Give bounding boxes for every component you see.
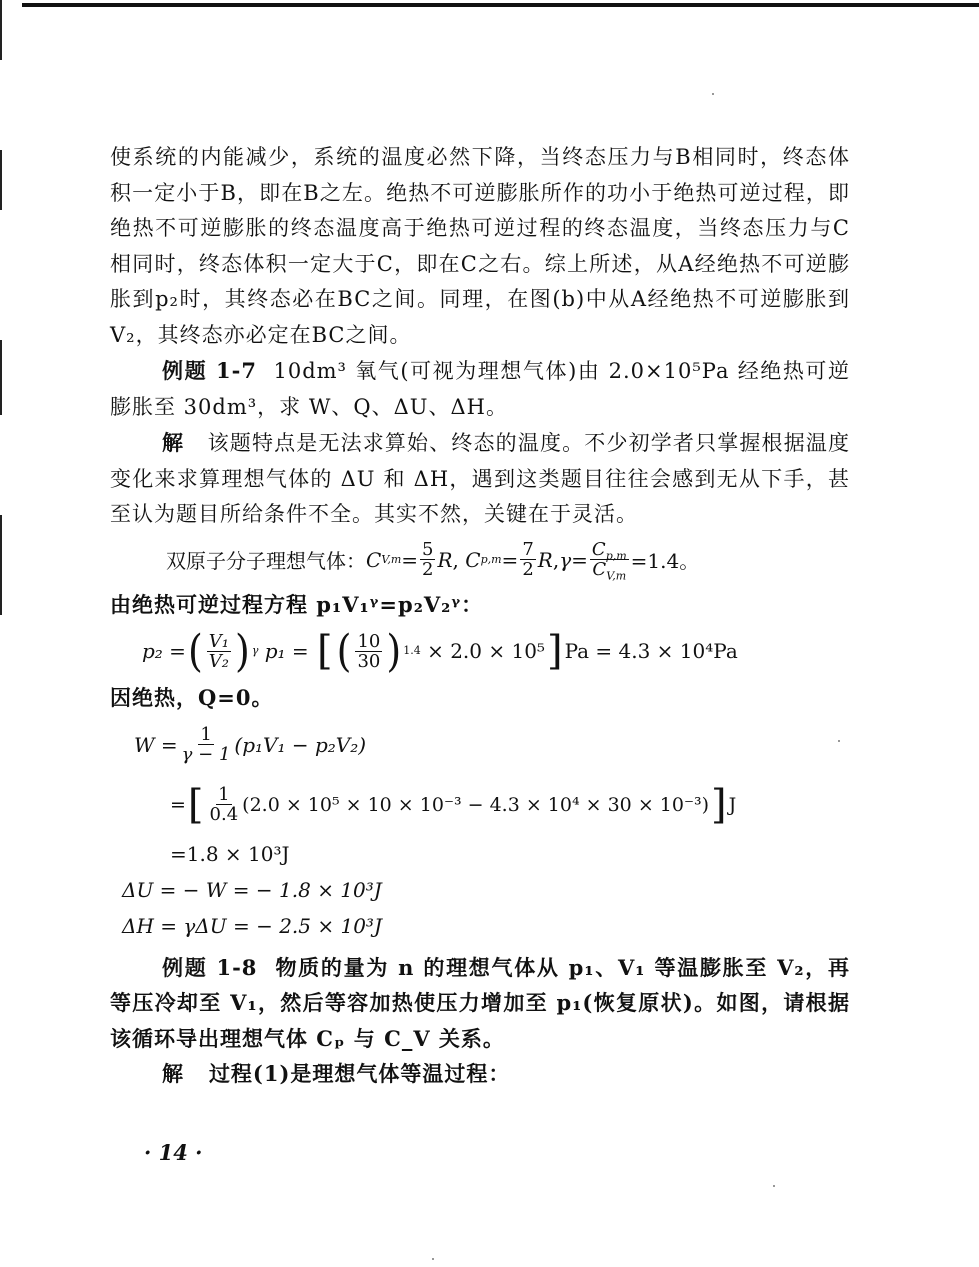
diatomic-label: 双原子分子理想气体： [166,549,366,573]
cp-symbol: C [465,547,481,572]
unit-j: J [728,793,737,816]
w-calc: (2.0 × 10⁵ × 10 × 10⁻³ − 4.3 × 10⁴ × 30 × 10⁻³) [242,793,710,816]
top-rule [22,3,979,7]
solution-text: 该题特点是无法求算始、终态的温度。不少初学者只掌握根据温度变化来求算理想气体的 ΔU 和 ΔH，遇到这类题目往往会感到无从下手，甚至认为题目所给条件不全。其实不然，关键在于灵活。 [110,431,851,526]
paren-open: ( [336,625,352,677]
fraction-v1-v2 [207,632,231,671]
fraction-7-2 [520,540,535,579]
example-1-7 [110,353,850,425]
denominator: γ − 1 [181,744,231,765]
r-symbol: R [537,547,553,572]
fraction-5-2 [420,540,435,579]
solution-1-8 [110,1056,850,1092]
solution-1-7 [110,425,850,533]
example-label: 例题 1-8 [162,954,258,980]
p2-result: Pa = 4.3 × 10⁴Pa [564,639,738,663]
p1-term: p₁ = [264,639,309,663]
bracket-close: ] [711,781,727,828]
example-label: 例题 1-7 [162,358,257,383]
w-result: =1.8 × 10³J [170,841,290,866]
scan-edge-mark [0,150,2,210]
page-body [110,140,850,1092]
scan-edge-mark [0,515,2,615]
scan-speck [773,1185,775,1187]
solution-label: 解 [162,1061,184,1086]
cv-symbol: C [366,547,382,572]
cp-sub: p,m [480,552,502,566]
solution-text: 过程(1)是理想气体等温过程： [208,1061,511,1086]
equals: = [571,547,588,572]
page-number: · 14 · [144,1140,203,1165]
denominator: 2 [422,559,434,580]
du-result: ΔU = − W = − 1.8 × 10³J [122,877,382,902]
numerator: 1 [200,724,212,745]
scan-speck [712,93,714,95]
p2-equation: p₂ = ( $\frac{\text{V₁}}{\text{V₂}}$ ) γ p₁ = [ ( $\frac{10}{30}$ ) 1.4 × 2.0 × 10⁵ ] Pa = 4.3 × 10⁴Pa [142,625,738,677]
r-symbol: R [437,547,453,572]
numerator: 5 [422,539,434,560]
p2-lhs: p₂ = [142,639,186,663]
v1: V₁ [208,630,229,652]
numerator: 1 [218,784,230,805]
scan-speck [432,1258,434,1260]
denominator: 2 [522,559,534,580]
paren-open: ( [187,625,203,677]
fraction-10-30 [355,632,382,671]
bracket-open: [ [317,628,333,674]
paren-close: ) [386,625,402,677]
example-text: 物质的量为 n 的理想气体从 p₁、V₁ 等温膨胀至 V₂，再等压冷却至 V₁，然后等容加热使压力增加至 p₁(恢复原状)。如图，请根据该循环导出理想气体 Cₚ 与 C_V 关系。 [110,954,851,1051]
fraction-gamma [180,725,233,764]
fraction-1-04 [208,785,241,824]
paren-close: ) [234,625,250,677]
example-text: 10dm³ 氧气(可视为理想气体)由 2.0×10⁵Pa 经绝热可逆膨胀至 30dm³，求 W、Q、ΔU、ΔH。 [110,359,851,419]
numerator: 10 [357,630,381,652]
w-calculation [110,774,850,836]
paragraph-continued: 使系统的内能减少，系统的温度必然下降，当终态压力与B相同时，终态体积一定小于B，即在B之左。绝热不可逆膨胀所作的功小于绝热可逆过程，即绝热不可逆膨胀的终态温度高于绝热可逆过程的终态温度，当终态压力与C相同时，终态体积一定大于C，即在C之右。综上所述，从A经绝热不可逆膨胀到p₂时，其终态必在BC之间。同理，在图(b)中从A经绝热不可逆膨胀到V₂，其终态亦必定在BC之间。 [110,145,850,347]
cp-symbol: C [591,539,606,560]
gamma-value: =1.4。 [630,549,700,573]
bracket-open: [ [187,781,204,828]
gamma-symbol: γ [559,547,572,572]
equals: = [170,793,186,816]
w-rhs: (p₁V₁ − p₂V₂) [234,732,367,757]
v2: V₂ [208,650,229,672]
scan-edge-mark [0,0,2,60]
cv-sub: V,m [381,552,402,566]
equals: = [401,547,419,572]
numerator: 7 [522,539,534,560]
example-1-8 [110,950,850,1057]
w-lhs: W = [134,732,178,757]
p2-middle: × 2.0 × 10⁵ [427,639,545,663]
heat-capacity-line: 双原子分子理想气体： C V,m = $\frac{5}{2}$ R , C p,m = $\frac{7}{2}$ R , γ = $\frac{C_{p,m}}{C_{V,m}}$ =1.4。 [166,539,700,583]
w-definition [110,716,850,774]
dh-result: ΔH = γΔU = − 2.5 × 10³J [122,913,382,938]
adiabatic-equation-line: 由绝热可逆过程方程 p₁V₁ᵞ=p₂V₂ᵞ： [110,591,484,617]
scan-edge-mark [0,340,2,415]
denominator: 30 [357,650,381,672]
cv-sub: V,m [606,569,627,583]
q-line: 因绝热，Q=0。 [110,685,274,710]
fraction-cp-cv [590,539,629,583]
bracket-close: ] [546,628,563,674]
solution-label: 解 [162,430,185,455]
equals: = [501,547,519,572]
cv-symbol: C [592,559,607,580]
denominator: 0.4 [209,804,239,825]
cp-sub: p,m [605,549,627,563]
gamma-exp: γ [251,644,259,657]
